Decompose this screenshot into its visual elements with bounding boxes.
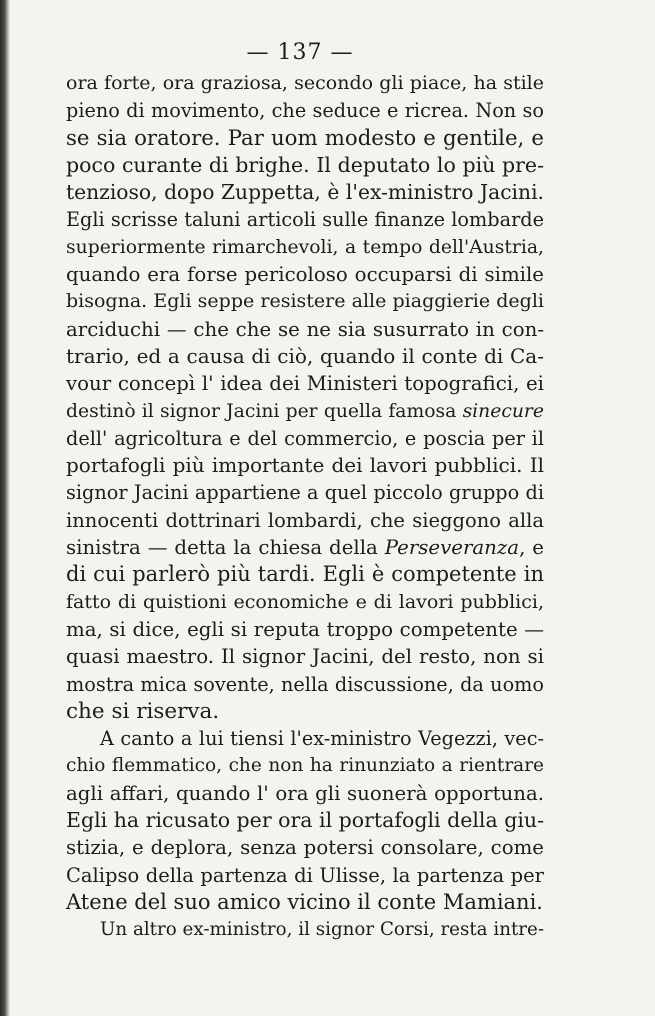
text-line: quando era forse pericoloso occuparsi di simile (66, 263, 544, 287)
text-line: dell' agricoltura e del commercio, e poscia per il (66, 426, 544, 450)
italic-term: Perseveranza (384, 536, 520, 560)
text-line: poco curante di brighe. Il deputato lo più pre- (66, 152, 544, 177)
text-line (66, 534, 544, 561)
text-segment: sinistra — detta la chiesa della (66, 536, 385, 560)
text-line: Un altro ex-ministro, il signor Corsi, resta intre- (100, 919, 544, 941)
text-line: tenzioso, dopo Zuppetta, è l'ex-ministro Jacini. (66, 180, 544, 205)
text-line: ora forte, ora graziosa, secondo gli piace, ha stile (66, 72, 544, 94)
text-line: di cui parlerò più tardi. Egli è competente in (66, 562, 544, 587)
text-line: signor Jacini appartiene a quel piccolo gruppo di (66, 481, 544, 505)
text-line: bisogna. Egli seppe resistere alle piaggierie degli (66, 290, 544, 313)
text-line: chio flemmatico, che non ha rinunziato a rientrare (66, 755, 544, 777)
text-line: mostra mica sovente, nella discussione, da uomo (66, 672, 544, 696)
text-segment: , e (519, 536, 544, 560)
text-line: portafogli più importante dei lavori pubblici. Il (66, 453, 544, 478)
text-line: quasi maestro. Il signor Jacini, del resto, non si (66, 645, 544, 669)
text-line: se sia oratore. Par uom modesto e gentile, e (66, 125, 544, 151)
text-line: Calipso della partenza di Ulisse, la partenza per (66, 863, 544, 887)
text-segment: destinò il signor Jacini per quella famosa (66, 400, 463, 422)
text-line: che si riserva. (66, 698, 220, 724)
text-line: ma, si dice, egli si reputa troppo competente — (66, 617, 544, 641)
text-line: fatto di quistioni economiche e di lavori pubblici, (66, 590, 544, 613)
text-line: A canto a lui tiensi l'ex-ministro Vegezzi, vec- (100, 727, 544, 751)
italic-term: sinecure (462, 400, 544, 422)
text-line: agli affari, quando l' ora gli suonerà opportuna. (66, 781, 544, 805)
text-line: stizia, e deplora, senza potersi consolare, come (66, 836, 544, 860)
text-line: vour concepì l' idea dei Ministeri topografici, ei (66, 372, 544, 396)
text-line: Atene del suo amico vicino il conte Mamiani. (66, 889, 543, 914)
text-line (66, 398, 544, 425)
text-line: superiormente rimarchevoli, a tempo dell'Austria, (66, 236, 544, 258)
text-line: arciduchi — che che se ne sia susurrato in con- (66, 317, 544, 341)
text-line: trario, ed a causa di ciò, quando il conte di Ca- (66, 343, 544, 368)
body-text (66, 70, 544, 944)
text-line: innocenti dottrinari lombardi, che sieggono alla (66, 508, 544, 532)
text-line: pieno di movimento, che seduce e ricrea. Non so (66, 99, 544, 123)
page-number: — 137 — (246, 40, 354, 65)
text-line: Egli ha ricusato per ora il portafogli della giu- (66, 808, 544, 833)
text-line: Egli scrisse taluni articoli sulle finanze lombarde (66, 208, 544, 232)
